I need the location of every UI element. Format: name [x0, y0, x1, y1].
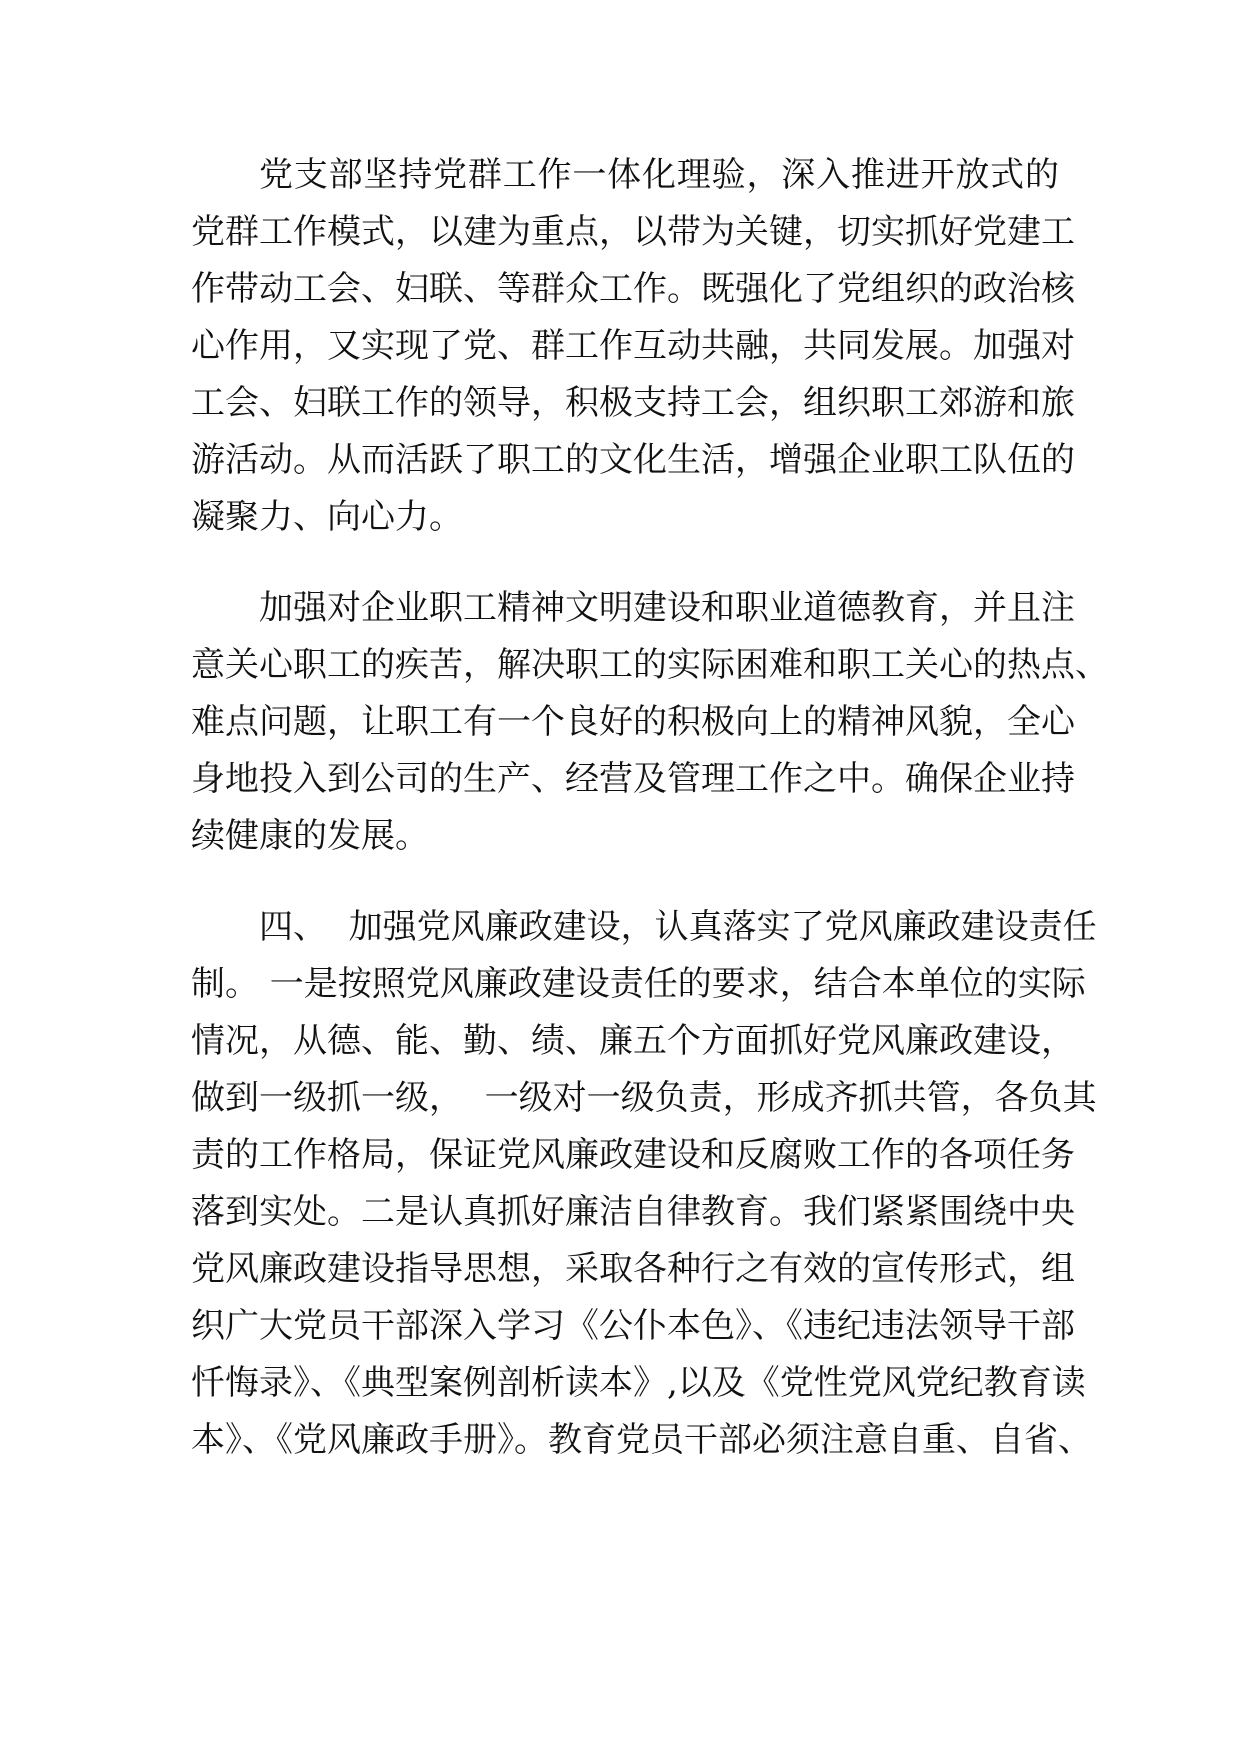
text-line: 作带动工会、妇联、等群众工作。既强化了党组织的政治核 [191, 269, 1075, 309]
text-line: 凝聚力、向心力。 [191, 497, 463, 537]
text-line: 织广大党员干部深入学习《公仆本色》、《违纪违法领导干部 [191, 1306, 1075, 1346]
paragraph-anti-corruption [191, 899, 1097, 1469]
text-line: 续健康的发展。 [191, 816, 429, 856]
text-line: 党风廉政建设指导思想，采取各种行之有效的宣传形式，组 [191, 1249, 1075, 1289]
paragraph-party-mass-work [191, 147, 1075, 546]
paragraph-spiritual-civilization [191, 580, 1109, 865]
text-line: 党群工作模式，以建为重点，以带为关键，切实抓好党建工 [191, 212, 1075, 252]
text-line: 身地投入到公司的生产、经营及管理工作之中。确保企业持 [191, 759, 1075, 799]
text-line: 四、 加强党风廉政建设，认真落实了党风廉政建设责任 [259, 907, 1097, 947]
text-line: 落到实处。二是认真抓好廉洁自律教育。我们紧紧围绕中央 [191, 1192, 1075, 1232]
text-line: 游活动。从而活跃了职工的文化生活，增强企业职工队伍的 [191, 440, 1075, 480]
text-line: 心作用，又实现了党、群工作互动共融，共同发展。加强对 [191, 326, 1075, 366]
text-line: 工会、妇联工作的领导，积极支持工会，组织职工郊游和旅 [191, 383, 1075, 423]
text-line: 制。 一是按照党风廉政建设责任的要求，结合本单位的实际 [191, 964, 1086, 1004]
text-line: 责的工作格局，保证党风廉政建设和反腐败工作的各项任务 [191, 1135, 1075, 1175]
text-line: 忏悔录》、《典型案例剖析读本》,以及《党性党风党纪教育读 [191, 1363, 1086, 1403]
text-line: 党支部坚持党群工作一体化理验，深入推进开放式的 [259, 155, 1059, 195]
text-line: 做到一级抓一级， 一级对一级负责，形成齐抓共管，各负其 [191, 1078, 1097, 1118]
text-line: 意关心职工的疾苦，解决职工的实际困难和职工关心的热点、 [191, 645, 1109, 685]
text-line: 难点问题，让职工有一个良好的积极向上的精神风貌，全心 [191, 702, 1075, 742]
text-line: 加强对企业职工精神文明建设和职业道德教育，并且注 [259, 588, 1075, 628]
text-line: 本》、《党风廉政手册》。教育党员干部必须注意自重、自省、 [191, 1420, 1092, 1460]
text-line: 情况，从德、能、勤、绩、廉五个方面抓好党风廉政建设， [191, 1021, 1075, 1061]
document-body [191, 147, 1109, 1503]
